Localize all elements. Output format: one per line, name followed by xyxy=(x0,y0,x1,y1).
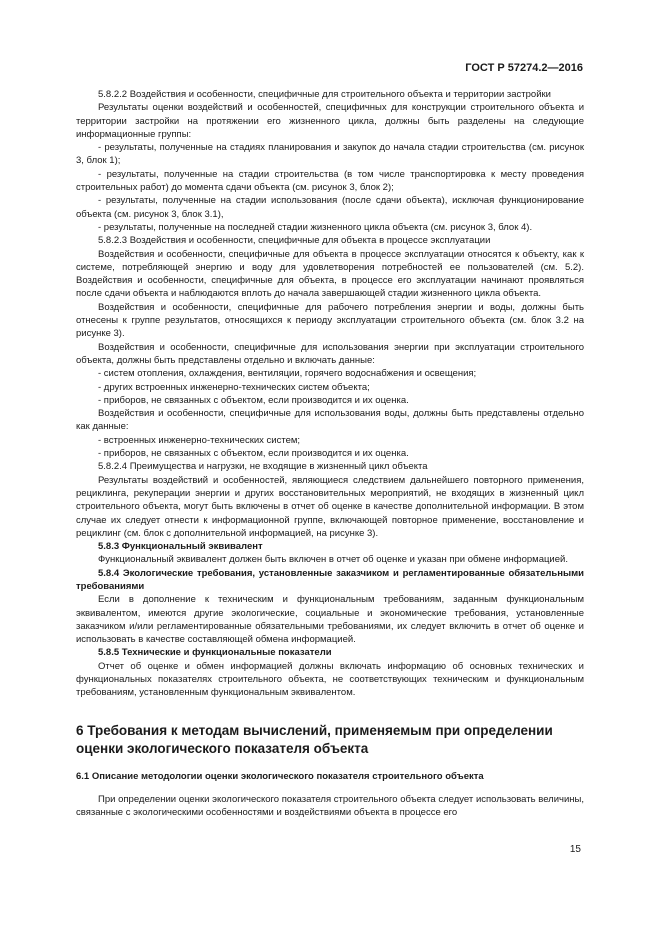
subsection-heading: 5.8.4 Экологические требования, установленные заказчиком и регламентированные обязательными требованиями xyxy=(76,567,584,592)
subsection-heading: 6.1 Описание методологии оценки экологического показателя строительного объекта xyxy=(76,770,484,782)
paragraph: Если в дополнение к техническим и функциональным требованиям, заданным функциональным эквивалентом, имеются другие экологические, социальные и экономические требования, установленные заказчиком и/или регламентированные обязательными требованиями, их следует включить в отчет об оценке и использовать в качестве составляющей обмена информацией. xyxy=(76,594,584,646)
paragraph: Воздействия и особенности, специфичные для использования энергии при эксплуатации строительного объекта, должны быть представлены отдельно и включать данные: xyxy=(76,341,584,366)
list-item: - результаты, полученные на стадии использования (после сдачи объекта), исключая функционирование объекта (см. рисунок 3, блок 3.1), xyxy=(76,195,584,220)
paragraph: Отчет об оценке и обмен информацией должны включать информацию об основных технических и функциональных показателях строительного объекта, не соответствующих техническим и функциональным требованиям, установленным функциональным эквивалентом. xyxy=(76,660,584,699)
paragraph: Результаты воздействий и особенностей, являющиеся следствием дальнейшего повторного применения, рециклинга, рекуперации энергии и других восстановительных мероприятий, не входящих в жизненный цикл строительного объекта, могут быть включены в отчет об оценке в качестве дополнительной информации. В этом случае их следует отнести к информационной группе, включающей повторное применение, восстановление и рециклинг (см. блок с дополнительной информацией, на рисунке 3). xyxy=(76,474,584,539)
paragraph: Воздействия и особенности, специфичные для рабочего потребления энергии и воды, должны быть отнесены к группе результатов, относящихся к периоду эксплуатации строительного объекта (см. блок 3.2 на рисунке 3). xyxy=(76,301,584,340)
list-item: - систем отопления, охлаждения, вентиляции, горячего водоснабжения и освещения; xyxy=(98,368,477,380)
paragraph: При определении оценки экологического показателя строительного объекта следует использовать величины, связанные с экологическими особенностями и воздействиями объекта в процессе его xyxy=(76,793,584,819)
document-header: ГОСТ Р 57274.2—2016 xyxy=(465,62,583,74)
paragraph: Воздействия и особенности, специфичные для использования воды, должны быть представлены отдельно как данные: xyxy=(76,408,584,433)
paragraph: Функциональный эквивалент должен быть включен в отчет об оценке и указан при обмене информацией. xyxy=(98,554,568,566)
subsection-heading: 5.8.5 Технические и функциональные показатели xyxy=(98,647,332,659)
paragraph: 5.8.2.4 Преимущества и нагрузки, не входящие в жизненный цикл объекта xyxy=(98,461,428,473)
list-item: - результаты, полученные на стадии строительства (в том числе транспортировка к месту проведения строительных работ) до момента сдачи объекта (см. рисунок 3, блок 2); xyxy=(76,168,584,194)
list-item: - встроенных инженерно-технических систем; xyxy=(98,434,301,446)
document-body xyxy=(76,88,584,820)
paragraph: Результаты оценки воздействий и особенностей, специфичных для конструкции строительного объекта и территории застройки на протяжении его жизненного цикла, должны быть разделены на следующие информационные группы: xyxy=(76,102,584,140)
list-item: - других встроенных инженерно-технических систем объекта; xyxy=(98,381,370,393)
paragraph: Воздействия и особенности, специфичные для объекта в процессе эксплуатации относятся к объекту, как к системе, потребляющей энергию и воду для удовлетворения потребностей ее пользователей (см. 5.2). Воздействия и особенности, специфичные для объекта, в процессе его эксплуатации начинают проявляться после сдачи объекта и наблюдаются вплоть до начала завершающей стадии жизненного цикла объекта. xyxy=(76,248,584,300)
list-item: - результаты, полученные на последней стадии жизненного цикла объекта (см. рисунок 3, блок 4). xyxy=(98,221,533,233)
list-item: - приборов, не связанных с объектом, если производится и их оценка. xyxy=(98,448,409,460)
list-item: - результаты, полученные на стадиях планирования и закупок до начала стадии строительства (см. рисунок 3, блок 1); xyxy=(76,142,584,167)
paragraph: 5.8.2.2 Воздействия и особенности, специфичные для строительного объекта и территории застройки xyxy=(98,89,551,100)
list-item: - приборов, не связанных с объектом, если производится и их оценка. xyxy=(98,394,409,406)
section-heading: 6 Требования к методам вычислений, применяемым при определении оценки экологического показателя объекта xyxy=(76,722,553,756)
subsection-heading: 5.8.3 Функциональный эквивалент xyxy=(98,541,263,553)
page-number: 15 xyxy=(569,844,581,855)
paragraph: 5.8.2.3 Воздействия и особенности, специфичные для объекта в процессе эксплуатации xyxy=(98,235,491,247)
